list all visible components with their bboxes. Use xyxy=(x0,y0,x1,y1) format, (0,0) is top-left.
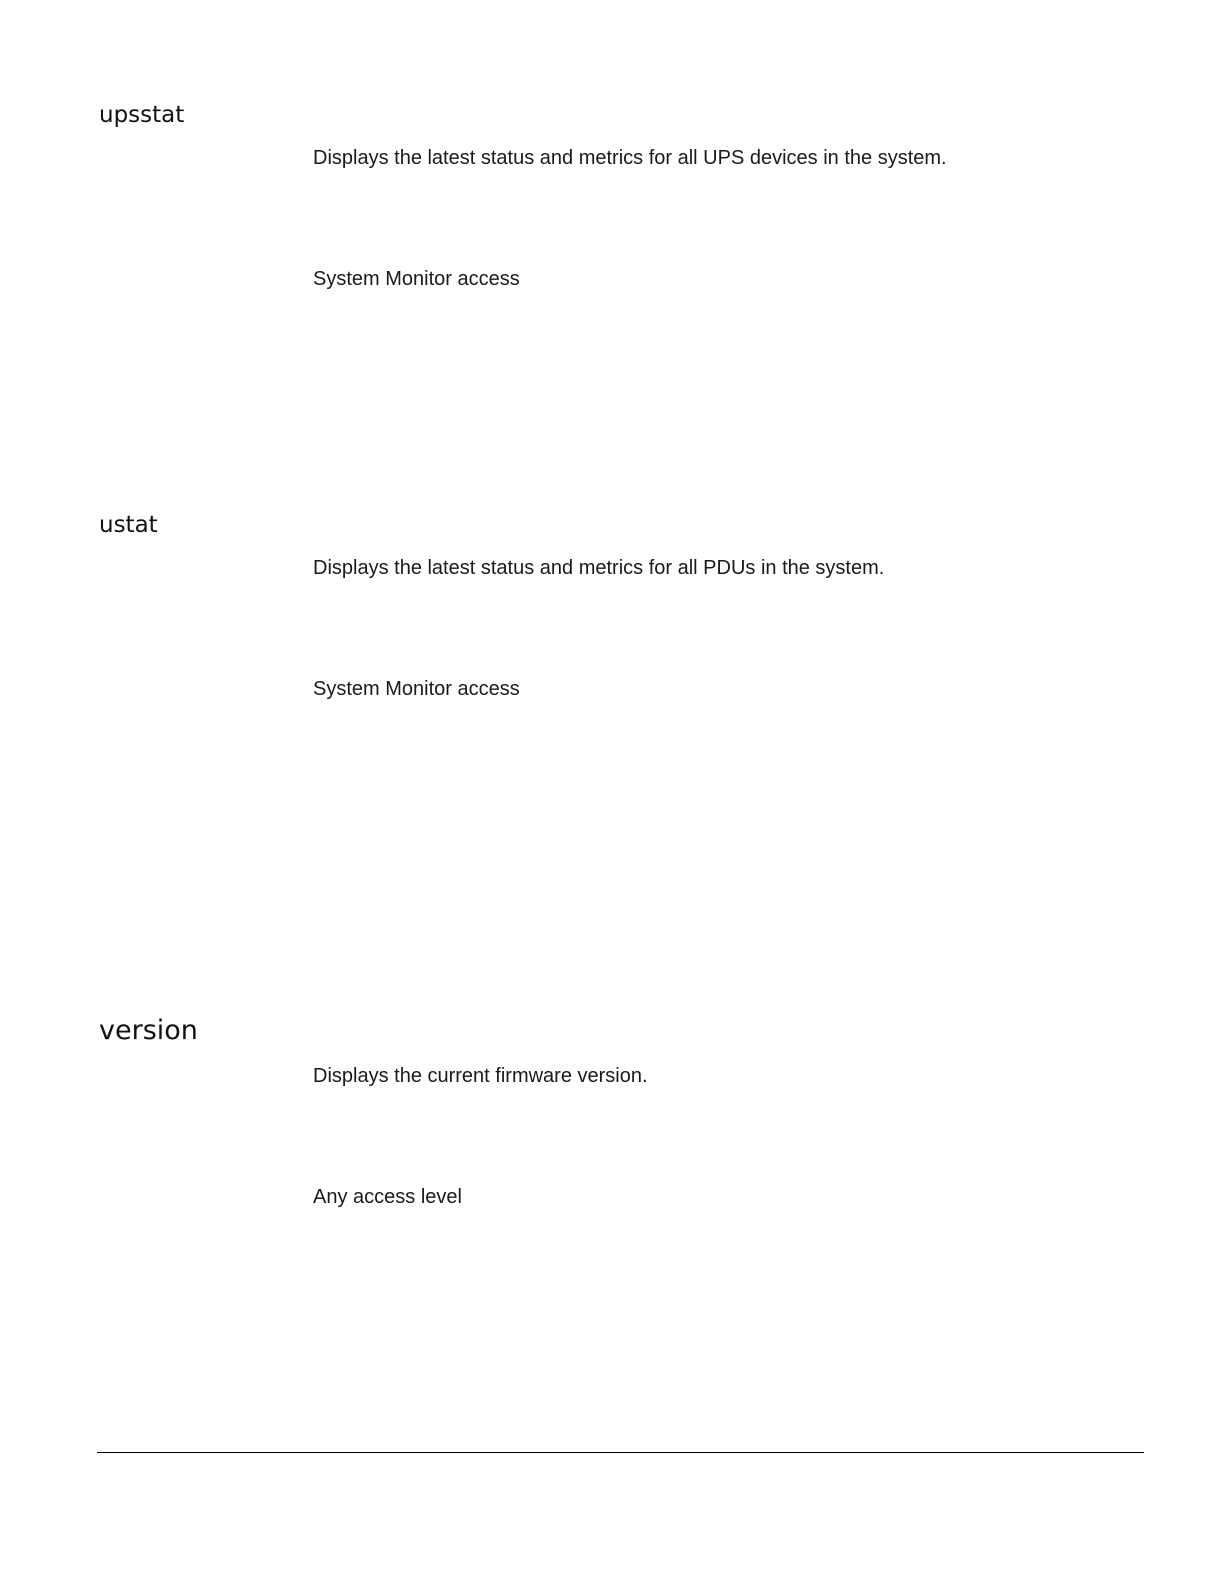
footer-divider xyxy=(97,1452,1144,1453)
command-access-level: Any access level xyxy=(313,1186,462,1208)
command-title: version xyxy=(99,1015,198,1046)
command-description: Displays the latest status and metrics for all PDUs in the system. xyxy=(313,557,885,579)
command-access-level: System Monitor access xyxy=(313,268,520,290)
command-description: Displays the latest status and metrics for all UPS devices in the system. xyxy=(313,147,947,169)
command-description: Displays the current firmware version. xyxy=(313,1065,648,1087)
command-title: ustat xyxy=(99,512,158,538)
command-title: upsstat xyxy=(99,102,185,128)
command-access-level: System Monitor access xyxy=(313,678,520,700)
